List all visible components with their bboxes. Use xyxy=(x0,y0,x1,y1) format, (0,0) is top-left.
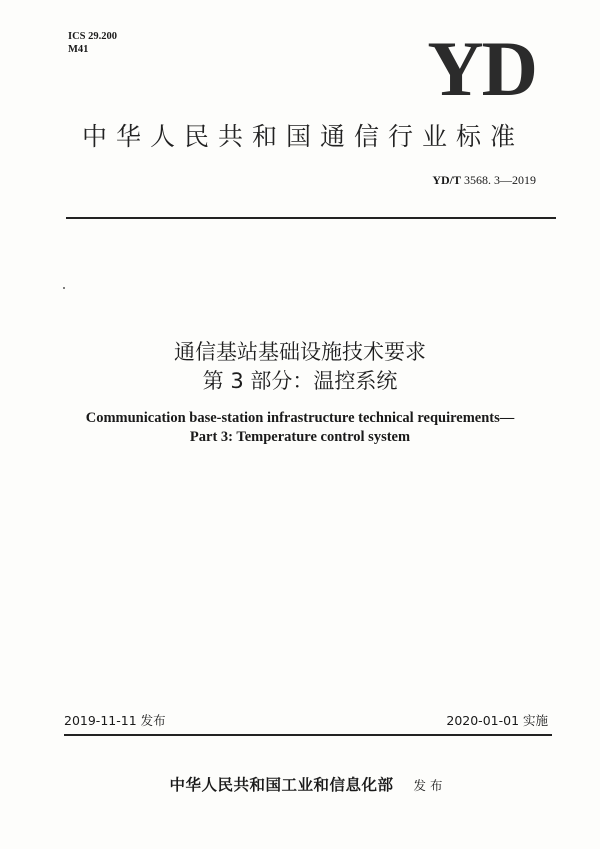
standard-number-value: 3568. 3—2019 xyxy=(464,173,536,187)
english-title-line-2: Part 3: Temperature control system xyxy=(189,429,411,445)
issuer-organization: 中华人民共和国工业和信息化部 xyxy=(169,776,394,794)
scan-dot xyxy=(63,287,65,289)
chinese-title-line-2: 第 3 部分：温控系统 xyxy=(202,369,398,393)
standard-number xyxy=(300,172,536,188)
chinese-title-line-1: 通信基站基础设施技术要求 xyxy=(174,340,426,364)
top-divider xyxy=(66,217,556,219)
publish-date: 2019-11-11 发布 xyxy=(64,713,166,728)
implement-date: 2020-01-01 实施 xyxy=(446,713,548,728)
standard-title: 中华人民共和国通信行业标准 xyxy=(81,122,524,151)
ics-code: ICS 29.200 xyxy=(68,31,118,42)
english-title-line-1: Communication base-station infrastructure technical requirements— xyxy=(85,410,515,426)
issuer-verb: 发 布 xyxy=(413,778,443,793)
classification-block xyxy=(68,30,117,56)
yd-logo: YD xyxy=(427,25,536,112)
category-code: M41 xyxy=(68,44,89,55)
bottom-divider xyxy=(64,734,552,736)
issuer xyxy=(0,774,600,797)
standard-code: YD/T xyxy=(432,173,461,187)
